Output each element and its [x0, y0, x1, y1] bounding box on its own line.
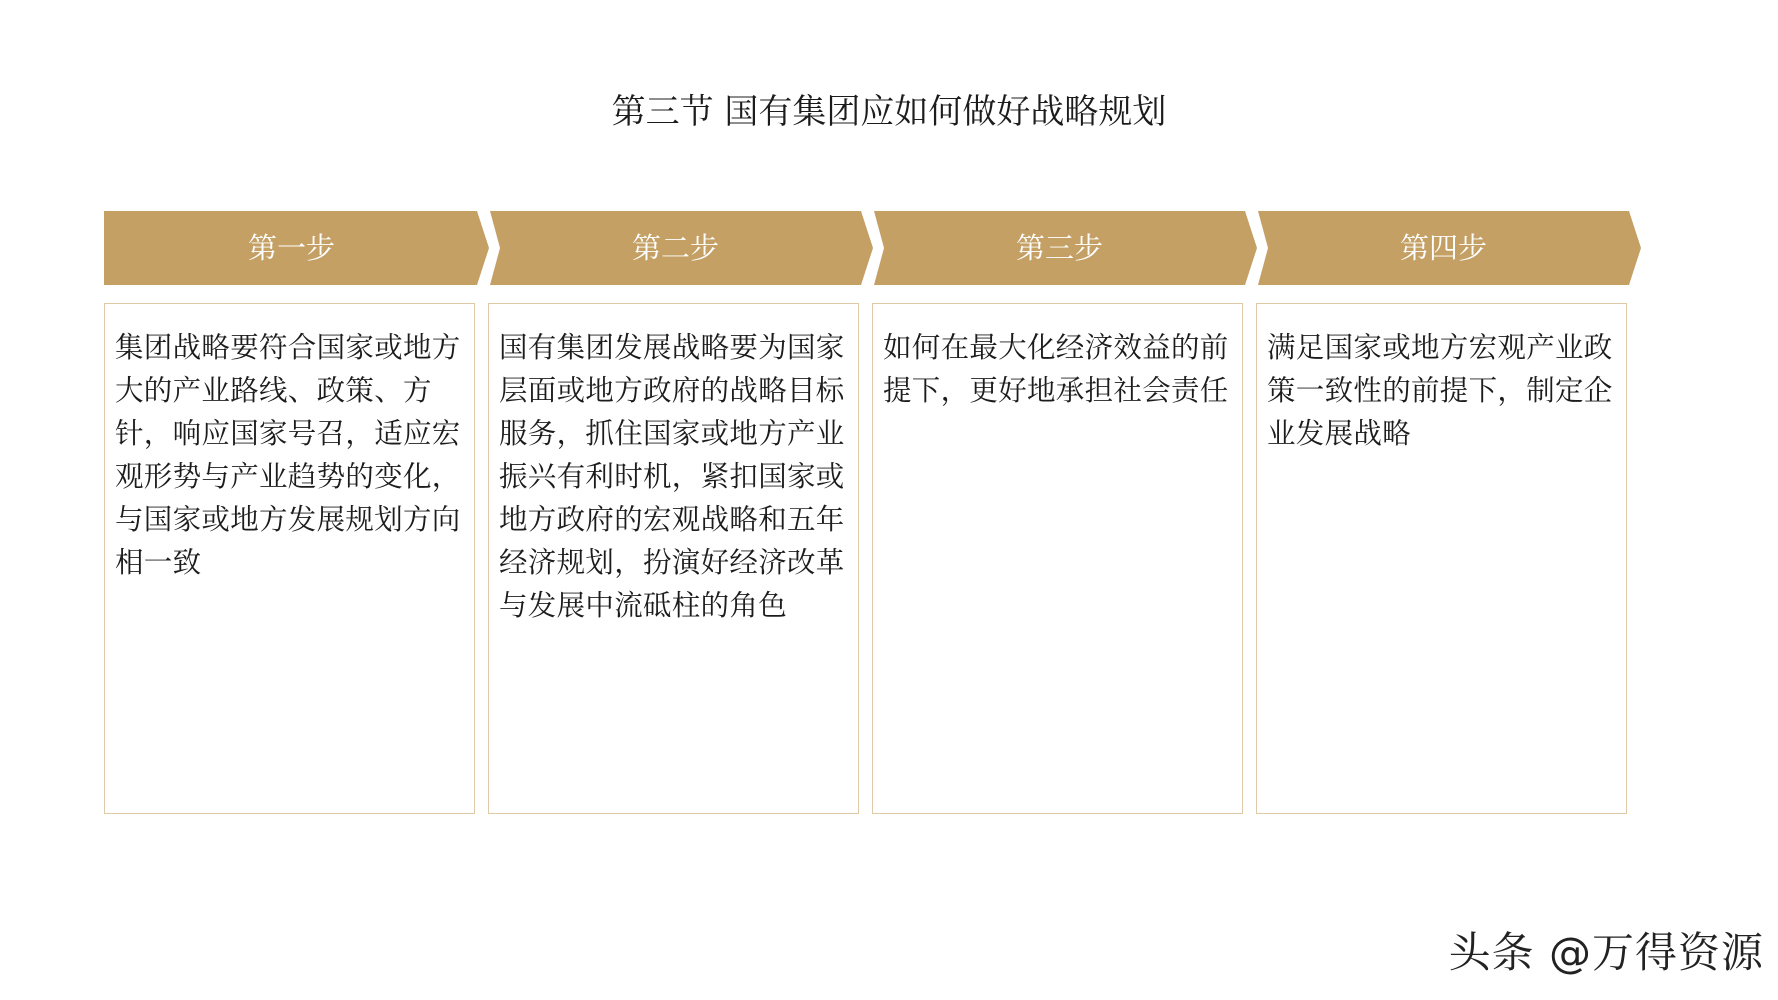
step-4-header: [1256, 211, 1641, 285]
page-title: 第三节 国有集团应如何做好战略规划: [611, 92, 1167, 132]
step-1: [104, 211, 489, 579]
step-3: [872, 211, 1257, 407]
step-2-label: 第二步: [631, 231, 719, 265]
step-1-label: 第一步: [247, 231, 335, 265]
step-3-description: 如何在最大化经济效益的前提下，更好地承担社会责任: [872, 303, 1243, 814]
step-4-label: 第四步: [1399, 231, 1487, 265]
step-2-description: 国有集团发展战略要为国家层面或地方政府的战略目标服务，抓住国家或地方产业振兴有利时机，紧扣国家或地方政府的宏观战略和五年经济规划，扮演好经济改革与发展中流砥柱的角色: [488, 303, 859, 814]
step-4: [1256, 211, 1641, 450]
step-1-header: [104, 211, 489, 285]
step-3-label: 第三步: [1015, 231, 1103, 265]
step-2-header: [488, 211, 873, 285]
watermark: 头条 @万得资源: [1448, 928, 1764, 977]
step-4-description: 满足国家或地方宏观产业政策一致性的前提下，制定企业发展战略: [1256, 303, 1627, 814]
step-3-header: [872, 211, 1257, 285]
step-1-description: 集团战略要符合国家或地方大的产业路线、政策、方针，响应国家号召，适应宏观形势与产业趋势的变化，与国家或地方发展规划方向相一致: [104, 303, 475, 814]
step-2: [488, 211, 873, 622]
